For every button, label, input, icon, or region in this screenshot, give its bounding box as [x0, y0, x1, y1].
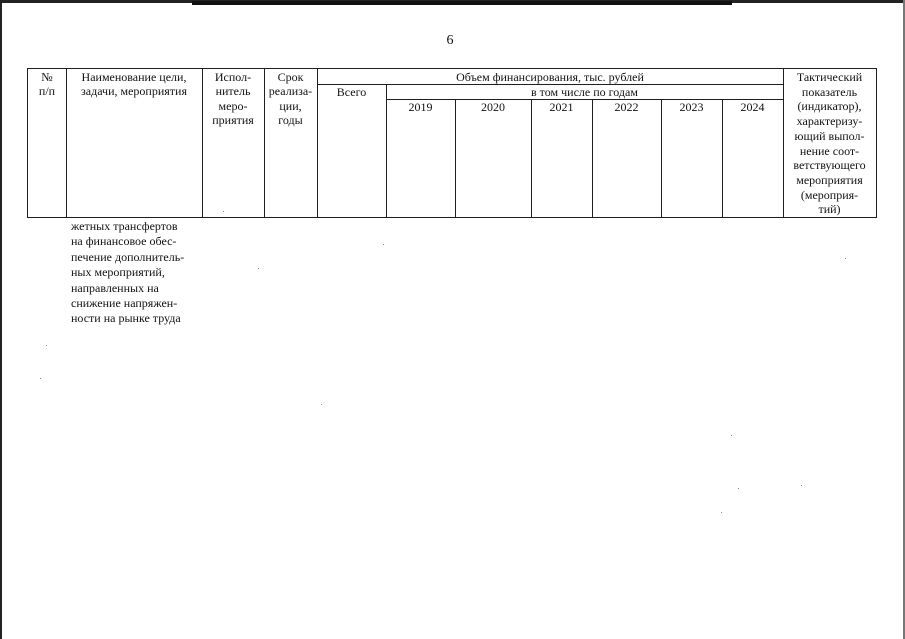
- header-total: Всего: [336, 85, 367, 99]
- scan-speck: [845, 258, 846, 259]
- scan-top-shadow: [192, 1, 732, 5]
- header-year-2022: 2022: [614, 100, 639, 114]
- continued-text-line: снижение напряжен-: [71, 296, 178, 311]
- header-year-2019: 2019: [408, 100, 433, 114]
- scan-speck: [801, 485, 802, 486]
- scan-speck: [321, 404, 322, 405]
- header-executor: Испол- нитель меро- приятия: [212, 70, 254, 128]
- scan-speck: [721, 512, 722, 513]
- scan-left-border: [0, 0, 2, 639]
- table-divider: [531, 99, 532, 217]
- scan-speck: [223, 211, 224, 212]
- scan-speck: [383, 244, 384, 245]
- header-year-2024: 2024: [740, 100, 765, 114]
- continued-event-name: [71, 219, 211, 327]
- scan-speck: [738, 488, 739, 489]
- scan-speck: [258, 268, 259, 269]
- header-year-2023: 2023: [679, 100, 704, 114]
- financing-table: [27, 68, 877, 218]
- continued-text-line: печение дополнитель-: [71, 249, 185, 264]
- continued-text-line: на финансовое обес-: [71, 234, 177, 249]
- scan-speck: [731, 435, 732, 436]
- table-divider: [455, 99, 456, 217]
- header-years-group: в том числе по годам: [531, 85, 638, 99]
- continued-text-line: жетных трансфертов: [71, 219, 178, 233]
- continued-text-line: ности на рынке труда: [71, 311, 181, 326]
- header-year-2020: 2020: [481, 100, 505, 114]
- table-divider: [661, 99, 662, 217]
- scan-speck: [46, 345, 47, 346]
- header-term: Срок реализа- ции, годы: [268, 70, 313, 128]
- header-indicator: Тактический показатель (индикатор), характеризу- ющий выпол- нение соот- ветствующего мероприятия (мероприя- тий): [793, 70, 866, 217]
- scan-speck: [40, 378, 41, 379]
- header-number: № п/п: [38, 70, 56, 99]
- header-financing: Объем финансирования, тыс. рублей: [456, 70, 644, 84]
- continued-text-line: ных мероприятий,: [71, 265, 165, 280]
- table-divider: [722, 99, 723, 217]
- continued-text-line: направленных на: [71, 280, 159, 295]
- page-number: 6: [446, 33, 454, 48]
- header-name: Наименование цели, задачи, мероприятия: [81, 70, 187, 99]
- table-divider: [592, 99, 593, 217]
- header-year-2021: 2021: [549, 100, 574, 114]
